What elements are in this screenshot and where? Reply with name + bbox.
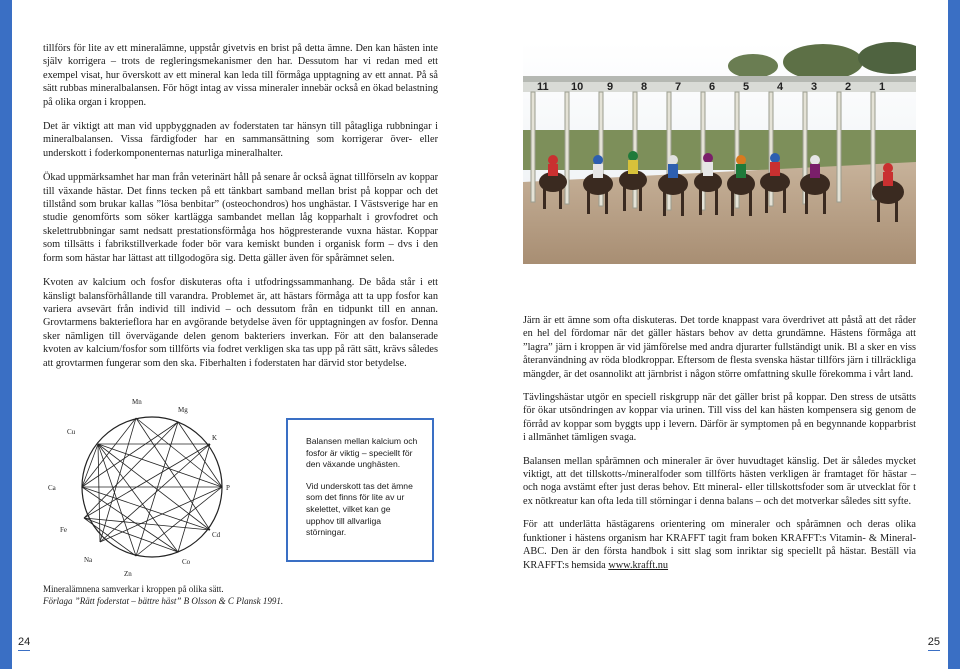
gate-number-3: 3	[811, 81, 818, 93]
right-paragraph-1: Järn är ett ämne som ofta diskuteras. Det torde knappast vara överdrivet att påstå att det råder en hel del fördomar när det gäller hästars behov av detta grundämne. Hästens förmåga att ”lagra” järn i kroppen är vid jämförelse med andra djurarter fullständigt unik. Bl a sker en viss återanvändning av röda blodkroppar. Eftersom de flesta svenska hästar tillförs järn i tillräckliga mängder, är det osannolikt att järnbrist i någon större omfattning skulle förekomma i vårt land.	[523, 315, 916, 380]
left-page-text-column	[43, 42, 438, 381]
label-zn: Zn	[124, 570, 132, 578]
diagram-caption	[43, 584, 323, 607]
diagram-interaction-lines	[82, 418, 222, 556]
krafft-website-link[interactable]: www.krafft.nu	[608, 559, 669, 571]
left-paragraph-4: Kvoten av kalcium och fosfor diskuteras ofta i utfodringssammanhang. De båda står i ett känsligt balansförhållande till varandra. Problemet är, att hästars förmåga att ta upp fosfor kan variera avsevärt från individ till individ – och dessutom från en tidpunkt till en annan. Grovtarmens bakterieflora har en avgörande betydelse även för upptagningen av fosfor. Denna sker nämligen till övervägande delen genom bakteriers inverkan. För att den balanserade kvoten av kalcium/fosfor som tillförts via fodret verkligen ska tas upp på rätt sätt, krävs således att grovtarmen fungerar som den ska. Fiberhalten i foderstaten har därvid stor betydelse.	[43, 277, 438, 369]
label-cu: Cu	[67, 428, 76, 436]
gate-number-9: 9	[607, 81, 614, 93]
label-fe: Fe	[60, 526, 67, 534]
diagram-labels	[48, 398, 230, 578]
gate-number-11: 11	[537, 81, 549, 93]
info-box-paragraph-1: Balansen mellan kalcium och fosfor är viktig – speciellt för den växande unghästen.	[306, 436, 418, 470]
label-na: Na	[84, 556, 93, 564]
gate-number-4: 4	[777, 81, 784, 93]
page-number-left: 24	[18, 636, 30, 651]
info-box	[286, 418, 434, 562]
label-cd: Cd	[212, 531, 221, 539]
right-page-edge-bar	[948, 0, 960, 669]
gate-number-10: 10	[571, 81, 584, 93]
right-page-text-column	[523, 314, 916, 582]
page-number-right: 25	[928, 636, 940, 651]
right-paragraph-4	[523, 518, 916, 572]
gate-number-6: 6	[709, 81, 716, 93]
info-box-paragraph-2: Vid underskott tas det ämne som det finns för lite av ur skelettet, vilket kan ge upphov till allvarliga störningar.	[306, 480, 413, 538]
mineral-interaction-diagram	[40, 392, 280, 582]
right-paragraph-4-text: För att underlätta hästägarens orientering om mineraler och spårämnen och deras olika funktioner i hästens organism har KRAFFT tagit fram boken KRAFFT:s Vitamin- & Mineral-ABC. Den är den första handbok i sitt slag som inriktar sig speciellt på hästar. Beställ via KRAFFT:s hemsida	[523, 519, 916, 571]
left-paragraph-3: Ökad uppmärksamhet har man från veterinärt håll på senare år också ägnat tillförseln av koppar till växande hästar. Det finns tecken på ett tänkbart samband mellan brist på koppar och det tillstånd som brukar kallas ”lösa benbitar” (osteochondros) hos unghästar. I Västsverige har en studie genomförts som söker kartlägga sambandet mellan låg kopparhalt i grovfodret och skelettrubbningar samt nedsatt prestationsförmåga hos högpresterande vuxna hästar. Koppar som tillsätts i fabrikstillverkade foder bör vara kemiskt bunden i organisk form – dvs i den form som hästar har lättast att tillgodogöra sig. Detta gäller även för spårämnet selen.	[43, 172, 438, 264]
label-co: Co	[182, 558, 191, 566]
left-paragraph-2: Det är viktigt att man vid uppbyggnaden av foderstaten tar hänsyn till påtagliga rubbningar i mineralbalansen. Vissa färdigfoder har en sammansättning som korrigerar över- eller underskott i foderkomponenternas naturliga mineralhalter.	[43, 121, 438, 159]
left-page-edge-bar	[0, 0, 12, 669]
caption-source: Förlaga ”Rätt foderstat – bättre häst” B Olsson & C Plansk 1991.	[43, 595, 284, 606]
horse-race-start-photo	[523, 42, 916, 264]
left-paragraph-1: tillförs för lite av ett mineralämne, uppstår givetvis en brist på detta ämne. Den kan hästen inte själv korrigera – trots de regleringsmekanismer den har. Dessutom har vi redan med ett exempel visat, hur överskott av ett mineral kan leda till förmåga upptagning av ett annat. På så sätt rubbas mineralbalansen. För högt intag av vissa mineraler innebär också en ökad belastning på olika organ i kroppen.	[43, 43, 438, 108]
gate-number-7: 7	[675, 81, 682, 93]
label-p: P	[226, 484, 230, 492]
label-k: K	[212, 434, 218, 442]
label-ca: Ca	[48, 484, 56, 492]
right-paragraph-3: Balansen mellan spårämnen och mineraler är över huvudtaget känslig. Det är således mycket viktigt, att det tillskotts-/mineralfoder som tillförts hästen verkligen är framtaget för hästar – och noga avstämt efter just deras behov. Ett mineral- eller tillskottsfoder som är utvecklat för t ex nötkreatur kan ofta leda till störningar i denna balans – och det motverkar således sitt syfte.	[523, 455, 916, 507]
right-paragraph-2: Tävlingshästar utgör en speciell riskgrupp när det gäller brist på koppar. Den stress de utsätts för ökar utsöndringen av koppar via urinen. Till viss del kan hästen kompensera sig genom de förråd av koppar som byggts upp i levern. Därför är symptomen på en begynnande kopparbrist i allmänhet tämligen svaga.	[523, 392, 916, 444]
gate-number-8: 8	[641, 81, 648, 93]
caption-text: Mineralämnena samverkar i kroppen på olika sätt.	[43, 584, 224, 594]
gate-number-2: 2	[845, 81, 852, 93]
label-mg: Mg	[178, 406, 188, 414]
gate-number-5: 5	[743, 81, 750, 93]
label-mn: Mn	[132, 398, 142, 406]
gate-number-1: 1	[879, 81, 886, 93]
